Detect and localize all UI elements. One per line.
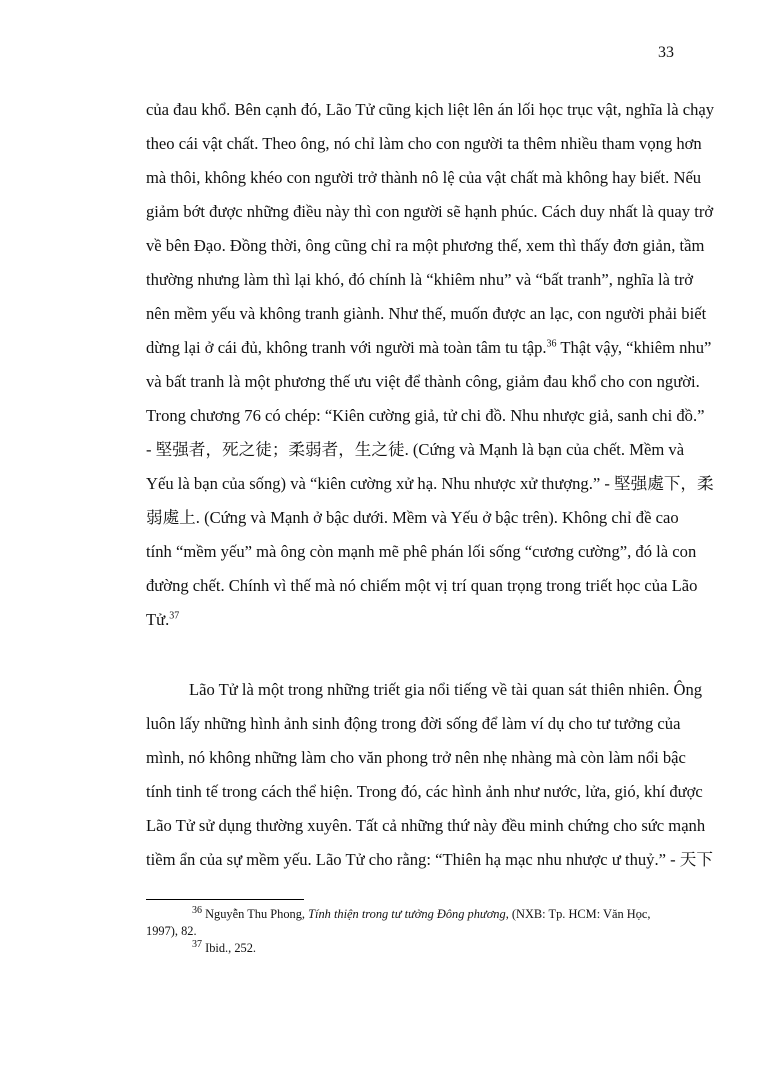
paragraph-line: của đau khổ. Bên cạnh đó, Lão Tử cũng kịch liệt lên án lối học trục vật, nghĩa là chạy bbox=[146, 100, 715, 119]
paragraph-line: Yếu là bạn của sống) và “kiên cường xử hạ. Nhu nhược xử thượng.” - 堅强處下，柔 bbox=[146, 474, 714, 493]
footnote-line bbox=[146, 906, 672, 923]
paragraph-line: tính tinh tế trong cách thể hiện. Trong đó, các hình ảnh như nước, lửa, gió, khí được bbox=[146, 782, 703, 801]
footnote-37 bbox=[146, 940, 672, 957]
footnote-author: Nguyễn Thu Phong, bbox=[202, 907, 309, 921]
footnote-publisher: , (NXB: Tp. HCM: Văn Học, bbox=[505, 907, 651, 921]
paragraph-line: về bên Đạo. Đồng thời, ông cũng chỉ ra một phương thế, xem thì thấy đơn giản, tầm bbox=[146, 236, 705, 255]
paragraph-line: mình, nó không những làm cho văn phong trở nên nhẹ nhàng mà còn làm nổi bậc bbox=[146, 748, 686, 767]
line-text: Tử. bbox=[146, 610, 170, 629]
paragraph-line: Lão Tử sử dụng thường xuyên. Tất cả những thứ này đều minh chứng cho sức mạnh bbox=[146, 816, 706, 835]
paragraph-line: luôn lấy những hình ảnh sinh động trong đời sống để làm ví dụ cho tư tưởng của bbox=[146, 714, 681, 733]
paragraph-line: mà thôi, không khéo con người trở thành nô lệ của vật chất mà không hay biết. Nếu bbox=[146, 168, 702, 187]
footnote-continuation: 1997), 82. bbox=[146, 924, 197, 938]
footnote-book-title: Tính thiện trong tư tưởng Đông phương bbox=[308, 907, 506, 921]
line-text-tail: Thật vậy, “khiêm nhu” bbox=[556, 338, 712, 357]
paragraph-line: tính “mềm yếu” mà ông còn mạnh mẽ phê phán lối sống “cương cường”, đó là con bbox=[146, 542, 697, 561]
paragraph-line: theo cái vật chất. Theo ông, nó chỉ làm cho con người ta thêm nhiều tham vọng hơn bbox=[146, 134, 702, 153]
paragraph-line: Lão Tử là một trong những triết gia nổi tiếng về tài quan sát thiên nhiên. Ông bbox=[189, 680, 703, 699]
paragraph-line: Trong chương 76 có chép: “Kiên cường giả, tử chi đồ. Nhu nhược giả, sanh chi đồ.” bbox=[146, 406, 705, 425]
footnote-ref-37[interactable]: 37 bbox=[169, 610, 180, 622]
paragraph-line bbox=[146, 336, 712, 360]
footnote-number: 37 bbox=[192, 938, 202, 950]
page-number: 33 bbox=[658, 44, 674, 61]
paragraph-line bbox=[146, 608, 672, 632]
paragraph-line: 弱處上. (Cứng và Mạnh ở bậc dưới. Mềm và Yếu ở bậc trên). Không chỉ đề cao bbox=[146, 508, 679, 527]
footnote-line bbox=[146, 940, 672, 957]
paragraph-line: tiềm ẩn của sự mềm yếu. Lão Tử cho rằng: “Thiên hạ mạc nhu nhược ư thuỷ.” - 天下 bbox=[146, 850, 713, 869]
footnote-36 bbox=[146, 906, 672, 940]
line-text: dừng lại ở cái đủ, không tranh với người mà toàn tâm tu tập. bbox=[146, 338, 547, 357]
footnote-text: Ibid., 252. bbox=[202, 941, 257, 955]
footnote-separator bbox=[146, 899, 304, 900]
paragraph-line: thường nhưng làm thì lại khó, đó chính là “khiêm nhu” và “bất tranh”, nghĩa là trở bbox=[146, 270, 694, 289]
footnote-number: 36 bbox=[192, 904, 202, 916]
paragraph-line: giảm bớt được những điều này thì con người sẽ hạnh phúc. Cách duy nhất là quay trở bbox=[146, 202, 714, 221]
paragraph-line: và bất tranh là một phương thế ưu việt để thành công, giảm đau khổ cho con người. bbox=[146, 372, 700, 391]
footnote-ref-36[interactable]: 36 bbox=[546, 338, 557, 350]
paragraph-line: - 堅强者，死之徒；柔弱者，生之徒. (Cứng và Mạnh là bạn của chết. Mềm và bbox=[146, 440, 685, 459]
paragraph-line: nên mềm yếu và không tranh giành. Như thế, muốn được an lạc, con người phải biết bbox=[146, 304, 707, 323]
paragraph-line: đường chết. Chính vì thế mà nó chiếm một vị trí quan trọng trong triết học của Lão bbox=[146, 576, 698, 595]
